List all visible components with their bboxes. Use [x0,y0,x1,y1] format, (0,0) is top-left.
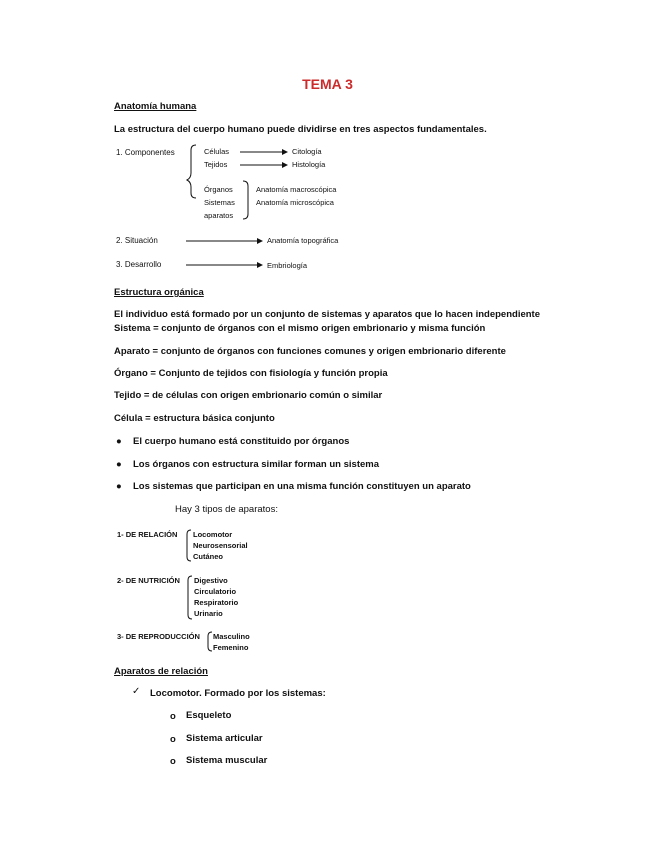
tipo-item: Respiratorio [194,598,239,607]
tipo-item: Cutáneo [193,552,223,561]
label-aparatos: aparatos [204,211,234,220]
label-anat-topo: Anatomía topográfica [267,236,339,245]
estructura-aparato: Aparato = conjunto de órganos con funciones comunes y origen embrionario diferente [114,346,506,357]
label-anat-macro: Anatomía macroscópica [256,185,337,194]
bullet-item: Los sistemas que participan en una misma función constituyen un aparato [133,481,471,492]
sub-item: Esqueleto [186,710,232,721]
tipos-heading: Hay 3 tipos de aparatos: [175,504,278,515]
tipo-item: Femenino [213,643,249,652]
label-organos: Órganos [204,185,233,194]
estructura-line2: Sistema = conjunto de órganos con el mismo origen embrionario y misma función [114,323,486,334]
tipo-relacion-label: 1- DE RELACIÓN [117,530,178,539]
circle-bullet-icon: o [170,756,176,767]
circle-bullet-icon: o [170,711,176,722]
tipo-item: Circulatorio [194,587,237,596]
tipo-item: Masculino [213,632,250,641]
estructura-line1: El individuo está formado por un conjunto de sistemas y aparatos que lo hacen independiente [114,309,540,320]
tipo-reproduccion-label: 3- DE REPRODUCCIÓN [117,632,200,641]
brace-organos [243,181,248,219]
bullet-dot: ● [116,481,122,492]
tipo-nutricion-label: 2- DE NUTRICIÓN [117,576,180,585]
label-citologia: Citología [292,147,322,156]
label-embriologia: Embriología [267,261,308,270]
circle-bullet-icon: o [170,734,176,745]
brace-relacion [187,530,191,561]
estructura-organo: Órgano = Conjunto de tejidos con fisiología y función propia [114,368,388,379]
tipo-item: Neurosensorial [193,541,248,550]
item-componentes: 1. Componentes [116,148,175,157]
brace-componentes [187,145,196,198]
tipo-item: Locomotor [193,530,233,539]
aparatos-relacion-heading: Aparatos de relación [114,666,208,677]
estructura-tejido: Tejido = de células con origen embrionario común o similar [114,390,383,401]
label-celulas: Células [204,147,230,156]
label-tejidos: Tejidos [204,160,228,169]
brace-nutricion [188,576,192,619]
tipo-item: Digestivo [194,576,228,585]
label-histologia: Histología [292,160,326,169]
label-anat-micro: Anatomía microscópica [256,198,334,207]
sub-item: Sistema muscular [186,755,268,766]
item-situacion: 2. Situación [116,236,158,245]
bullet-dot: ● [116,459,122,470]
check-item: Locomotor. Formado por los sistemas: [150,688,326,699]
bullet-item: El cuerpo humano está constituido por órganos [133,436,350,447]
bullet-item: Los órganos con estructura similar forman un sistema [133,459,380,470]
item-desarrollo: 3. Desarrollo [116,260,162,269]
checkmark-icon: ✓ [132,686,141,697]
label-sistemas: Sistemas [204,198,235,207]
estructura-heading: Estructura orgánica [114,287,204,298]
anatomia-heading: Anatomía humana [114,101,197,112]
sub-item: Sistema articular [186,733,263,744]
bullet-dot: ● [116,436,122,447]
estructura-celula: Célula = estructura básica conjunto [114,413,275,424]
page-title: TEMA 3 [302,76,353,92]
tipo-item: Urinario [194,609,223,618]
brace-reproduccion [208,632,212,651]
anatomia-intro: La estructura del cuerpo humano puede dividirse en tres aspectos fundamentales. [114,124,487,135]
